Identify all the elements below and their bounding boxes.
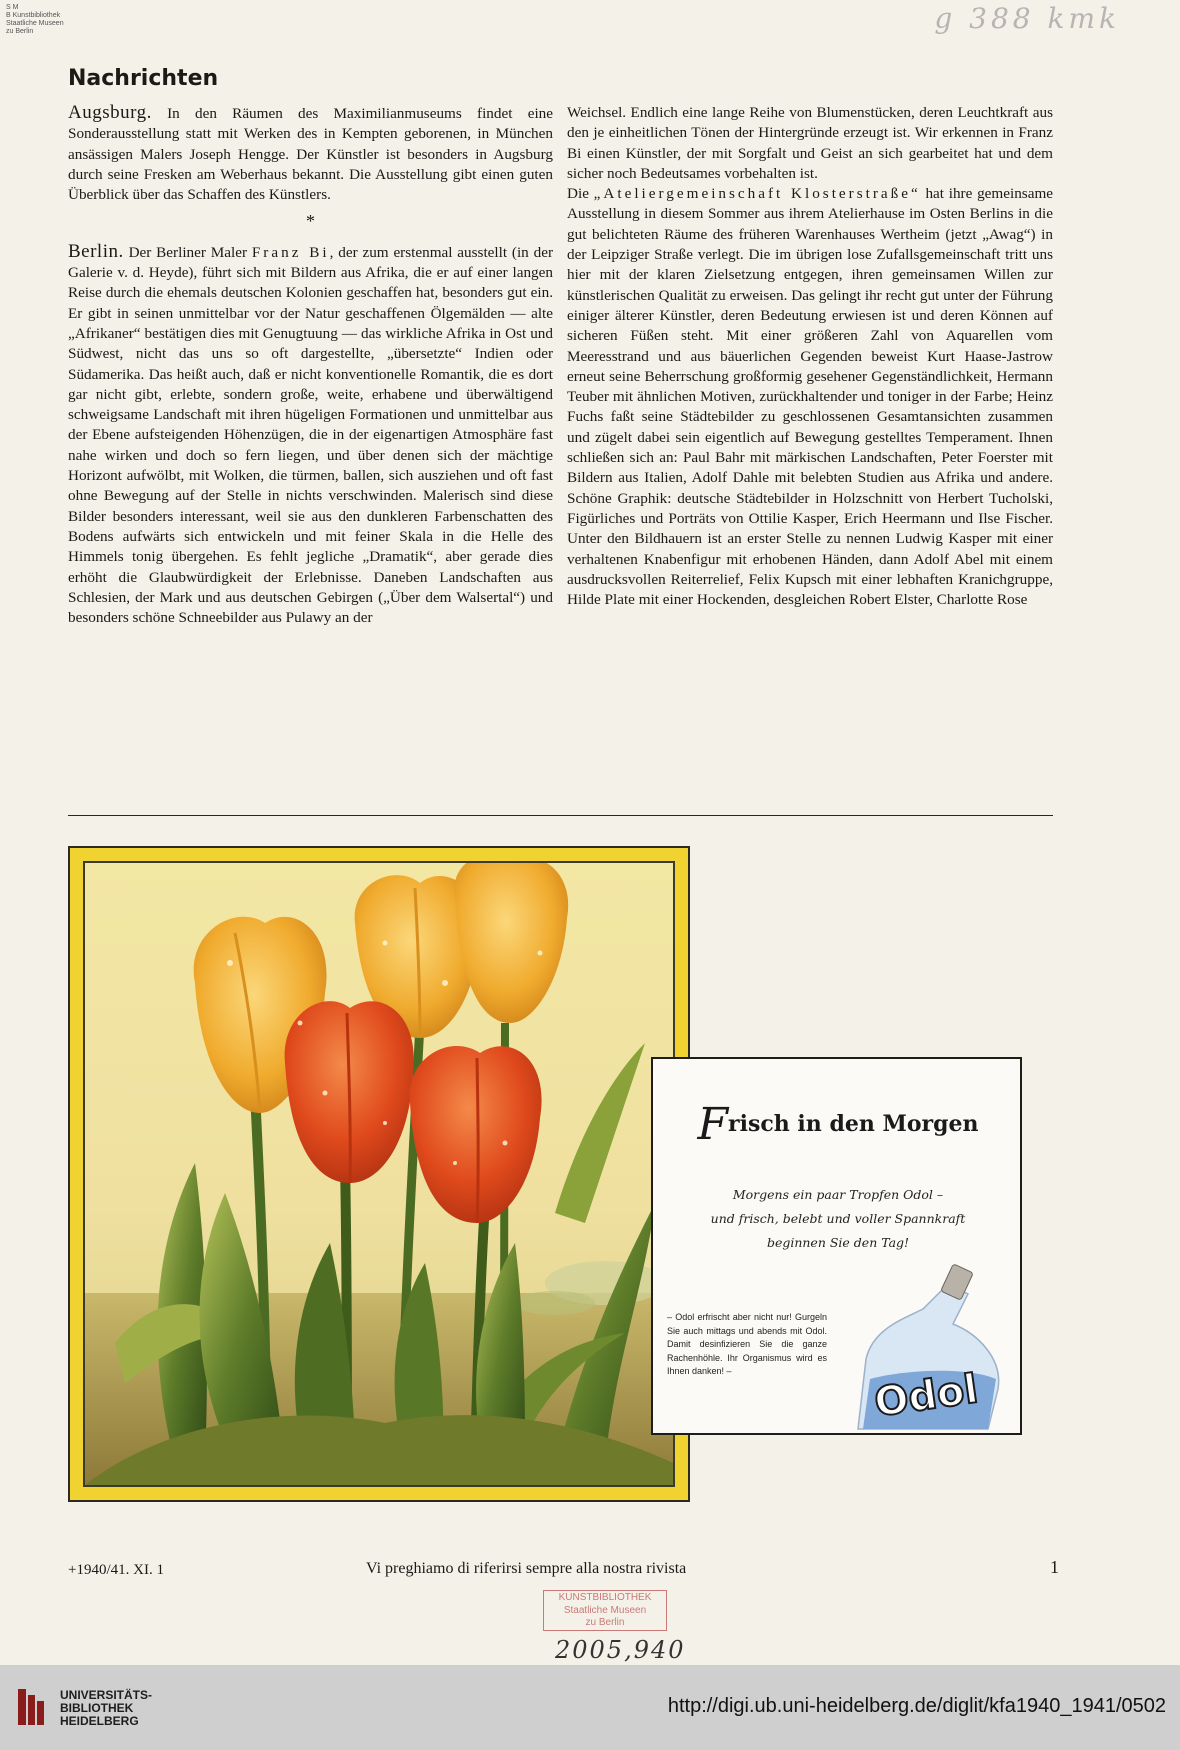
page-number: 1 [1050,1557,1059,1577]
library-name-line: UNIVERSITÄTS- [60,1688,153,1702]
berlin-text: , der zum erstenmal ausstellt (in der Galerie v. d. Heyde), führt sich mit Bildern aus Afrika, die er auf einer langen Reise durch die ehemals deutschen Kolonien geschaffen hat, besonders gut ein. Er gibt in seinen unmittelbar vor der Natur geschaffenen Ölgemälden — alte „Afrikaner“ bestätigen dies mit Genugtuung — das wirkliche Afrika in Ost und Südwest, nicht das uns so oft dargestellte, „übersetzte“ Indien oder Südamerika. Das heißt auch, daß er nicht konventionelle Romantik, die es dort gar nicht gibt, erlebte, sondern große, weite, erhabene und überwältigend schweigsame Landschaft mit ihren hügeligen Formationen und unmittelbar aus der Ebene aufsteigenden Höhenzügen, die in der eigenartigen Atmosphäre fast nahe wirken und doch so fern liegen, und über denen sich der mächtige Horizont aufwölbt, mit Wolken, die türmen, ballen, sich ausziehen und oft fast ohne Bewegung auf der Stelle in nichts verschwinden. Malerisch sind diese Bilder besonders interessant, weil sie aus den dunkleren Farbenschatten des Bodens aufwärts sich entwickeln und mit feiner Skala in die Helle des Himmels tonig übergehen. Es fehlt jegliche „Dramatik“, aber gerade dies erhöht die Glaubwürdigkeit der Erlebnisse. Daneben Landschaften aus Schlesien, der Mark und aus deutschen Gebirgen („Über dem Walsertal“) und besonders schöne Schneebilder aus Pulawy an der [68,243,553,627]
city-berlin: Berlin. [68,240,124,262]
library-name-line: BIBLIOTHEK [60,1701,134,1715]
tulip-illustration [85,863,673,1485]
ad-headline-initial: F [697,1099,729,1150]
stamp-line: Staatliche Museen [6,20,64,27]
p2-pre: Die [567,185,589,203]
tulip-painting [83,861,675,1487]
stamp-red-line: KUNSTBIBLIOTHEK [558,1592,652,1603]
footer-issue: +1940/41. XI. 1 [68,1562,164,1578]
berlin-pre: Der Berliner Maler [128,243,248,261]
odol-advertisement [651,1057,1022,1435]
berlin-paragraph [68,242,553,629]
ad-headline [673,1099,1003,1150]
footer-notice: Vi preghiamo di riferirsi sempre alla nostra rivista [366,1560,687,1577]
ad-sub-line: beginnen Sie den Tag! [766,1235,910,1250]
library-stamp-red [543,1590,667,1631]
ad-subtext [693,1183,983,1255]
artist-name: Franz Bi [251,243,330,261]
handwritten-accession-number: 2005,940 [555,1636,686,1664]
library-stamp-top-left [6,4,64,36]
left-column [68,103,553,628]
group-name: „Ateliergemeinschaft Klosterstraße“ [593,185,921,203]
separator-asterisk: * [306,211,315,232]
stamp-line: zu Berlin [6,28,34,35]
city-augsburg: Augsburg. [68,102,152,123]
section-title: Nachrichten [68,66,219,91]
digitization-url[interactable]: http://digi.ub.uni-heidelberg.de/diglit/kfa1940_1941/0502 [667,1695,1166,1717]
stamp-red-line: zu Berlin [585,1617,625,1628]
university-library-logo-icon [16,1687,46,1727]
ad-headline-text: risch in den Morgen [728,1111,979,1137]
odol-brand-text: Odol [871,1366,981,1427]
right-paragraph-1: Weichsel. Endlich eine lange Reihe von Blumenstücken, deren Leuchtkraft aus den je einheitlichen Tönen der Hintergründe erzeugt ist. Wir erkennen in Franz Bi einen Künstler, der mit Sorgfalt und Geist an sich gearbeitet hat und dem sicher noch Bedeutsames vorbehalten ist. [567,104,1053,182]
horizontal-divider [68,815,1053,816]
right-paragraph-2 [567,184,1053,610]
tulip-painting-frame [68,846,690,1502]
ad-sub-line: Morgens ein paar Tropfen Odol – [732,1187,944,1202]
augsburg-paragraph [68,103,553,205]
handwritten-shelfmark: g 388 kmk [934,2,1120,35]
library-name [60,1689,152,1728]
stamp-line: S M [6,4,19,11]
odol-bottle-image [828,1249,1018,1434]
digitization-footer-bar [0,1665,1180,1750]
augsburg-text: In den Räumen des Maximilianmuseums findet eine Sonderausstellung statt mit Werken des in Kempten geborenen, in München ansässigen Malers Joseph Hengge. Der Künstler ist besonders in Augsburg durch seine Fresken am Weberhaus bekannt. Die Ausstellung gibt einen guten Überblick über das Schaffen des Künstlers. [68,105,553,204]
library-name-line: HEIDELBERG [60,1714,139,1728]
ad-small-print: – Odol erfrischt aber nicht nur! Gurgeln Sie auch mittags und abends mit Odol. Damit desinfizieren Sie die ganze Rachenhöhle. Ihr Organismus wird es Ihnen danken! – [667,1312,827,1376]
p2-text: hat ihre gemeinsame Ausstellung in diesem Sommer aus ihrem Atelierhause im Osten Berlins in die gut belichteten Räume des früheren Warenhauses Wertheim (jetzt „Awag“) in der Leipziger Straße verlegt. Die im übrigen lose Zufallsgemeinschaft tritt uns hier mit der klaren Zielsetzung entgegen, ihren gemeinsamen Willen zur künstlerischen Qualität zu erweisen. Das gelingt ihr recht gut unter der Führung einiger älterer Künstler, deren Bedeutung erwiesen ist und deren Können auf sicheren Füßen steht. Mit einer größeren Zahl von Aquarellen vom Meeresstrand und aus bäuerlichen Gegenden beweist Kurt Haase-Jastrow erneut seine Beherrschung großformig gesehener Gegenständlichkeit, Hermann Teuber mit ähnlichen Motiven, zurückhaltender und toniger in der Farbe; Heinz Fuchs faßt seine Städtebilder zu geschlossenen Gesamtansichten zusammen und zügelt dabei sein eigentlich auf Bewegung gestelltes Temperament. Ihnen schließen sich an: Paul Bahr mit märkischen Landschaften, Peter Foerster mit Bildern aus Italien, Adolf Dahle mit belebten Studien aus Afrika und andere. Schöne Graphik: deutsche Städtebilder in Holzschnitt von Herbert Tucholski, Figürliches und Porträts von Ottilie Kasper, Erich Heermann und Ilse Fischer. Unter den Bildhauern ist an erster Stelle zu nennen Ludwig Kasper mit einer verhaltenen Knabenfigur mit erhobenen Händen, dann Adolf Abel mit einem ausdrucksvollen Reiterrelief, Felix Kupsch mit einer lebhaften Kranichgruppe, Hilde Plate mit einer Hockenden, desgleichen Robert Elster, Charlotte Rose [567,185,1053,609]
stamp-red-line: Staatliche Museen [563,1604,647,1616]
right-column [567,103,1053,610]
ad-sub-line: und frisch, belebt und voller Spannkraft [710,1211,966,1226]
stamp-line: B Kunstbibliothek [6,12,61,19]
